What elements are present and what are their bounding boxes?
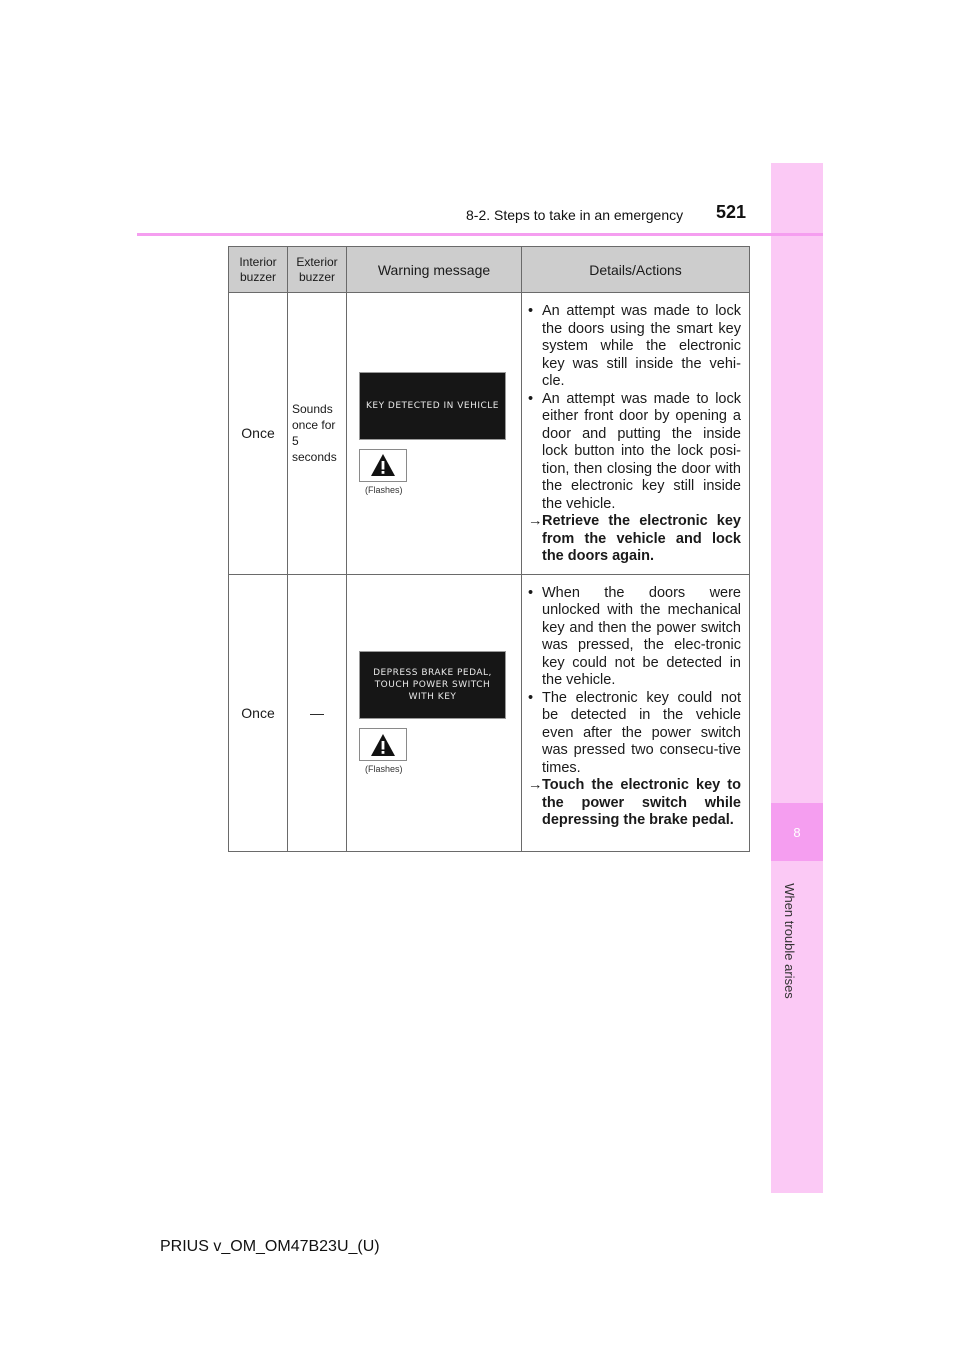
header-exterior-buzzer: Exterior buzzer: [288, 247, 347, 293]
warning-message-cell: [347, 574, 522, 851]
table-row: [229, 574, 750, 851]
table-row: [229, 293, 750, 575]
none-dash: —: [310, 704, 324, 721]
interior-buzzer-cell: Once: [229, 293, 288, 575]
header-divider: [137, 233, 823, 236]
arrow-icon: →: [528, 777, 543, 793]
details-cell: [522, 293, 750, 575]
chapter-number: 8: [771, 803, 823, 861]
chapter-label: When trouble arises: [782, 883, 797, 999]
list-item: • The electronic key could not be detected in the vehicle even after the power switch was pressed two consecu-tive times.: [528, 689, 741, 776]
header-details-actions: Details/Actions: [522, 247, 750, 293]
exterior-buzzer-cell: Sounds once for 5 seconds: [288, 293, 347, 575]
header-warning-message: Warning message: [347, 247, 522, 293]
warning-message-cell: [347, 293, 522, 575]
interior-buzzer-cell: Once: [229, 574, 288, 851]
page-number: 521: [716, 202, 747, 222]
header-interior-buzzer: Interior buzzer: [229, 247, 288, 293]
flash-label: (Flashes): [365, 764, 403, 774]
action-item: → Touch the electronic key to the power switch while depressing the brake pedal.: [528, 777, 741, 828]
list-item: • An attempt was made to lock either front door by opening a door and putting the inside lock button into the lock posi-tion, then closing the door with the electronic key still inside the vehicle.: [528, 390, 741, 512]
action-item: → Retrieve the electronic key from the vehicle and lock the doors again.: [528, 513, 741, 564]
arrow-icon: →: [528, 513, 543, 529]
warning-triangle-icon: [359, 728, 407, 761]
document-id: PRIUS v_OM_OM47B23U_(U): [160, 1238, 380, 1255]
display-message: DEPRESS BRAKE PEDAL, TOUCH POWER SWITCH WITH KEY: [359, 651, 506, 719]
warning-triangle-icon: [359, 449, 407, 482]
details-cell: [522, 574, 750, 851]
display-message: KEY DETECTED IN VEHICLE: [359, 372, 506, 440]
list-item: • When the doors were unlocked with the mechanical key and then the power switch was pressed, the elec-tronic key could not be detected in the vehicle.: [528, 584, 741, 688]
table-header-row: [229, 247, 750, 293]
chapter-side-tab: [771, 163, 823, 1193]
flash-label: (Flashes): [365, 484, 403, 495]
warning-table: [228, 246, 750, 852]
list-item: • An attempt was made to lock the doors using the smart key system while the electronic key was still inside the vehi-cle.: [528, 303, 741, 389]
exterior-buzzer-cell: [288, 574, 347, 851]
section-title: 8-2. Steps to take in an emergency: [466, 207, 684, 223]
